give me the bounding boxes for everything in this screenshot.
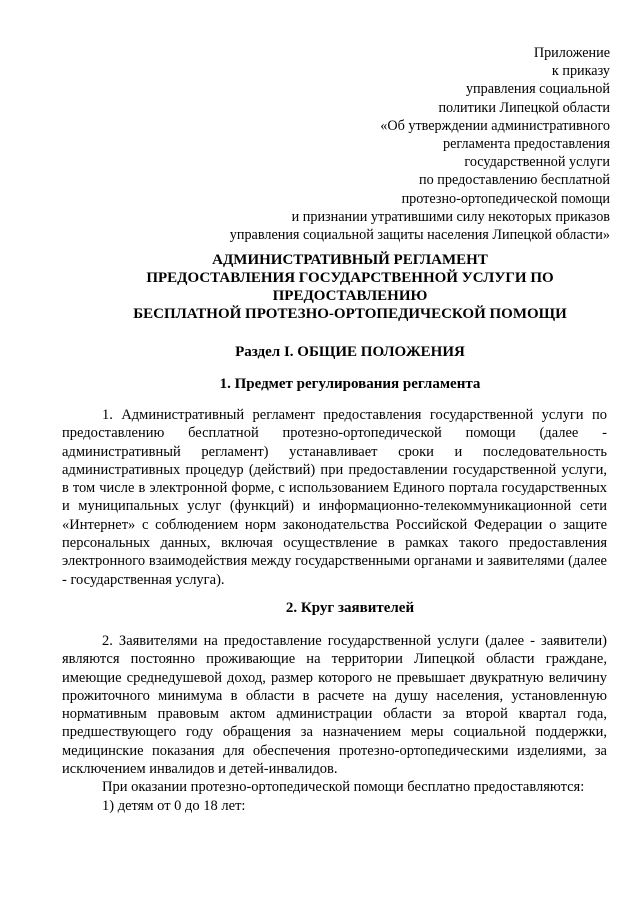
title-line: ПРЕДОСТАВЛЕНИЯ ГОСУДАРСТВЕННОЙ УСЛУГИ ПО xyxy=(146,270,554,286)
paragraph-text: 1. Административный регламент предоставления государственной услуги по предоставлению бесплатной протезно-ортопедической помощи (далее - административный регламент) устанавливает сроки и последовательность административных процедур (действий) при предоставлении государственной услуги, в том числе в электронной форме, с использованием Единого портала государственных и муниципальных услуг (функций) и информационно-телекоммуникационной сети «Интернет» с соблюдением норм законодательства Российской Федерации о защите персональных данных, включая осуществление в рамках такого предоставления электронного взаимодействия между государственными органами и заявителями (далее - государственная услуга). xyxy=(62,407,607,588)
title-line: БЕСПЛАТНОЙ ПРОТЕЗНО-ОРТОПЕДИЧЕСКОЙ ПОМОЩИ xyxy=(133,306,567,322)
subsection-heading-1: 1. Предмет регулирования регламента xyxy=(219,376,481,392)
appendix-line: к приказу xyxy=(551,63,610,80)
appendix-line: политики Липецкой области xyxy=(438,99,610,116)
section-heading: Раздел I. ОБЩИЕ ПОЛОЖЕНИЯ xyxy=(235,344,465,360)
paragraph-text: При оказании протезно-ортопедической помощи бесплатно предоставляются: xyxy=(102,779,585,796)
appendix-line: управления социальной xyxy=(465,81,610,98)
appendix-line: государственной услуги xyxy=(464,154,610,171)
appendix-line: протезно-ортопедической помощи xyxy=(401,190,610,207)
appendix-block xyxy=(190,44,610,244)
paragraph-2 xyxy=(62,632,607,815)
paragraph-text: 2. Заявителями на предоставление государственной услуги (далее - заявители) являются постоянно проживающие на территории Липецкой области граждане, имеющие среднедушевой доход, размер которого не превышает двукратную величину прожиточного минимума в области в расчете на душу населения, установленную нормативным правовым актом администрации области за второй квартал года, предшествующего году обращения за назначением меры социальной поддержки, медицинские показания для обеспечения протезно-ортопедическими изделиями, за исключением инвалидов и детей-инвалидов. xyxy=(62,633,607,778)
title-line: ПРЕДОСТАВЛЕНИЮ xyxy=(272,288,428,304)
document-title xyxy=(60,251,640,323)
appendix-line: «Об утверждении административного xyxy=(380,117,610,134)
appendix-line: и признании утратившими силу некоторых приказов xyxy=(291,208,610,225)
appendix-line: регламента предоставления xyxy=(443,136,610,153)
list-item: 1) детям от 0 до 18 лет: xyxy=(102,797,246,814)
subsection-heading-2: 2. Круг заявителей xyxy=(285,600,415,616)
appendix-line: Приложение xyxy=(533,45,610,61)
appendix-line: по предоставлению бесплатной xyxy=(419,172,610,189)
appendix-line: управления социальной защиты населения Липецкой области» xyxy=(229,227,610,244)
paragraph-1 xyxy=(62,406,607,589)
title-line: АДМИНИСТРАТИВНЫЙ РЕГЛАМЕНТ xyxy=(212,252,488,268)
